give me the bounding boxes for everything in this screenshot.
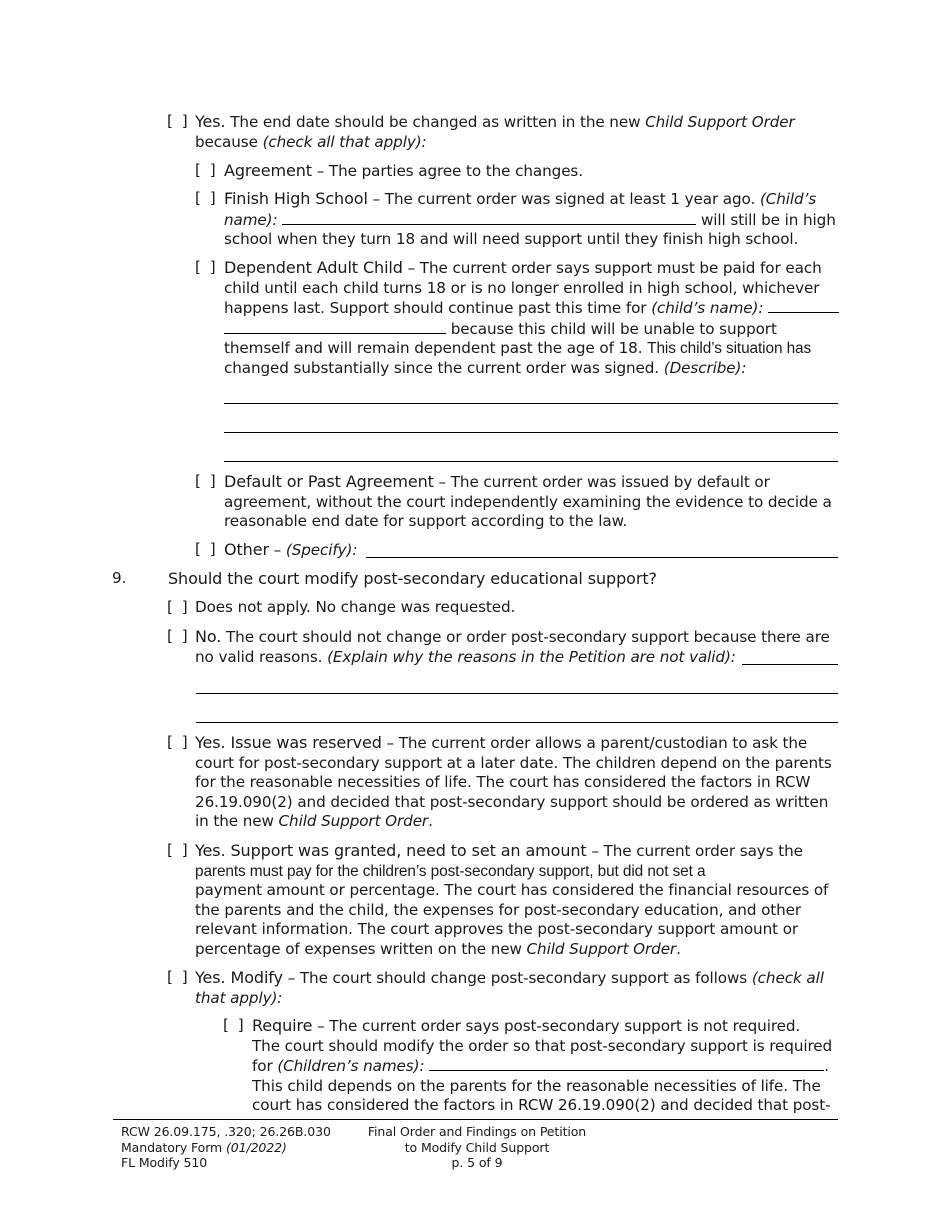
explain-field-1[interactable] bbox=[742, 664, 838, 665]
default-past-agreement-label: Default or Past Agreement bbox=[224, 472, 434, 491]
dependent-adult-child-checkbox[interactable]: [ ] bbox=[195, 258, 218, 276]
yes-modify-option: [ ] Yes. Modify – The court should change post-secondary support as follows (check all that apply): bbox=[167, 968, 824, 1007]
footer-left bbox=[121, 1124, 331, 1171]
explain-line-2[interactable] bbox=[196, 693, 838, 694]
support-granted-option: [ ] Yes. Support was granted, need to set an amount – The current order says the parents must pay for the children’s post-secondary support, but did not set a payment amount or percentage. The court has considered the financial resources of the parents and the child, the expenses for post-secondary education, and other relevant information. The court approves the post-secondary support amount or percentage of expenses written on the new Child Support Order. bbox=[167, 841, 829, 958]
end-date-yes-checkbox[interactable]: [ ] bbox=[167, 112, 190, 130]
dependent-adult-child-option: [ ] Dependent Adult Child – The current order says support must be paid for each child until each child turns 18 or is no longer enrolled in high school, whichever happens last. Support should continue past this time for (child’s name): because this child will be unable to support themself and will remain dependent past the age of 18. This child’s situation has changed substantially since the current order was signed. (Describe): bbox=[195, 258, 845, 379]
issue-reserved-checkbox[interactable]: [ ] bbox=[167, 733, 190, 751]
issue-reserved-label: Yes. Issue was reserved bbox=[195, 733, 382, 752]
footer-divider bbox=[113, 1119, 838, 1120]
no-checkbox[interactable]: [ ] bbox=[167, 627, 190, 645]
other-specify-field[interactable] bbox=[366, 557, 838, 558]
footer-center bbox=[352, 1124, 602, 1171]
no-option: [ ] No. The court should not change or order post-secondary support because there are no valid reasons. (Explain why the reasons in the Petition are not valid): bbox=[167, 627, 830, 666]
dependent-adult-child-label: Dependent Adult Child bbox=[224, 258, 403, 277]
describe-line-3[interactable] bbox=[224, 461, 838, 462]
other-checkbox[interactable]: [ ] bbox=[195, 540, 218, 558]
require-label: Require bbox=[252, 1016, 313, 1035]
support-granted-label: Yes. Support was granted, need to set an amount bbox=[195, 841, 587, 860]
footer-mandatory: Mandatory Form (01/2022) bbox=[121, 1139, 287, 1155]
default-past-agreement-checkbox[interactable]: [ ] bbox=[195, 472, 218, 490]
describe-line-2[interactable] bbox=[224, 432, 838, 433]
section-9-number: 9. bbox=[112, 569, 127, 587]
does-not-apply-option: [ ] Does not apply. No change was requested. bbox=[167, 598, 516, 616]
yes-modify-checkbox[interactable]: [ ] bbox=[167, 968, 190, 986]
children-names-field[interactable] bbox=[429, 1056, 824, 1071]
no-label: No. bbox=[195, 627, 222, 646]
does-not-apply-checkbox[interactable]: [ ] bbox=[167, 598, 190, 616]
footer-title-1: Final Order and Findings on Petition bbox=[367, 1124, 587, 1139]
require-checkbox[interactable]: [ ] bbox=[223, 1016, 246, 1034]
agreement-checkbox[interactable]: [ ] bbox=[195, 161, 218, 179]
default-past-agreement-option: [ ] Default or Past Agreement – The current order was issued by default or agreement, without the court independently examining the evidence to decide a reasonable end date for support according to the law. bbox=[195, 472, 832, 531]
require-option: [ ] Require – The current order says post-secondary support is not required. The court should modify the order so that post-secondary support is required for (Children’s names): . This child depends on the parents for the reasonable necessities of life. The court has considered the factors in RCW 26.19.090(2) and decided that post- bbox=[223, 1016, 833, 1115]
issue-reserved-option: [ ] Yes. Issue was reserved – The current order allows a parent/custodian to ask the court for post-secondary support at a later date. The children depend on the parents for the reasonable necessities of life. The court has considered the factors in RCW 26.19.090(2) and decided that post-secondary support should be ordered as written in the new Child Support Order. bbox=[167, 733, 832, 831]
finish-high-school-label: Finish High School bbox=[224, 189, 368, 208]
footer-form-id: FL Modify 510 bbox=[121, 1155, 208, 1170]
end-date-yes-option: [ ] Yes. The end date should be changed as written in the new Child Support Order because (check all that apply): bbox=[167, 112, 795, 151]
finish-high-school-checkbox[interactable]: [ ] bbox=[195, 189, 218, 207]
other-option: [ ] Other – (Specify): bbox=[195, 540, 358, 559]
yes-modify-label: Yes. Modify bbox=[195, 968, 283, 987]
footer-page-number: p. 5 of 9 bbox=[451, 1155, 503, 1170]
finish-high-school-option: [ ] Finish High School – The current order was signed at least 1 year ago. (Child’s name): will still be in high school when they turn 18 and will need support until they finish high school. bbox=[195, 189, 836, 249]
other-label: Other bbox=[224, 540, 269, 559]
footer-statute: RCW 26.09.175, .320; 26.26B.030 bbox=[121, 1124, 331, 1139]
explain-line-3[interactable] bbox=[196, 722, 838, 723]
end-date-yes-label: Yes. bbox=[195, 112, 226, 131]
describe-line-1[interactable] bbox=[224, 403, 838, 404]
dependent-child-name-field-2[interactable] bbox=[224, 319, 446, 334]
support-granted-checkbox[interactable]: [ ] bbox=[167, 841, 190, 859]
dependent-child-name-field-1[interactable] bbox=[768, 298, 839, 313]
agreement-label: Agreement bbox=[224, 161, 312, 180]
child-name-field[interactable] bbox=[282, 210, 696, 225]
section-9-heading: Should the court modify post-secondary educational support? bbox=[168, 569, 657, 588]
agreement-option: [ ] Agreement – The parties agree to the changes. bbox=[195, 161, 583, 180]
footer-title-2: to Modify Child Support bbox=[404, 1139, 550, 1155]
